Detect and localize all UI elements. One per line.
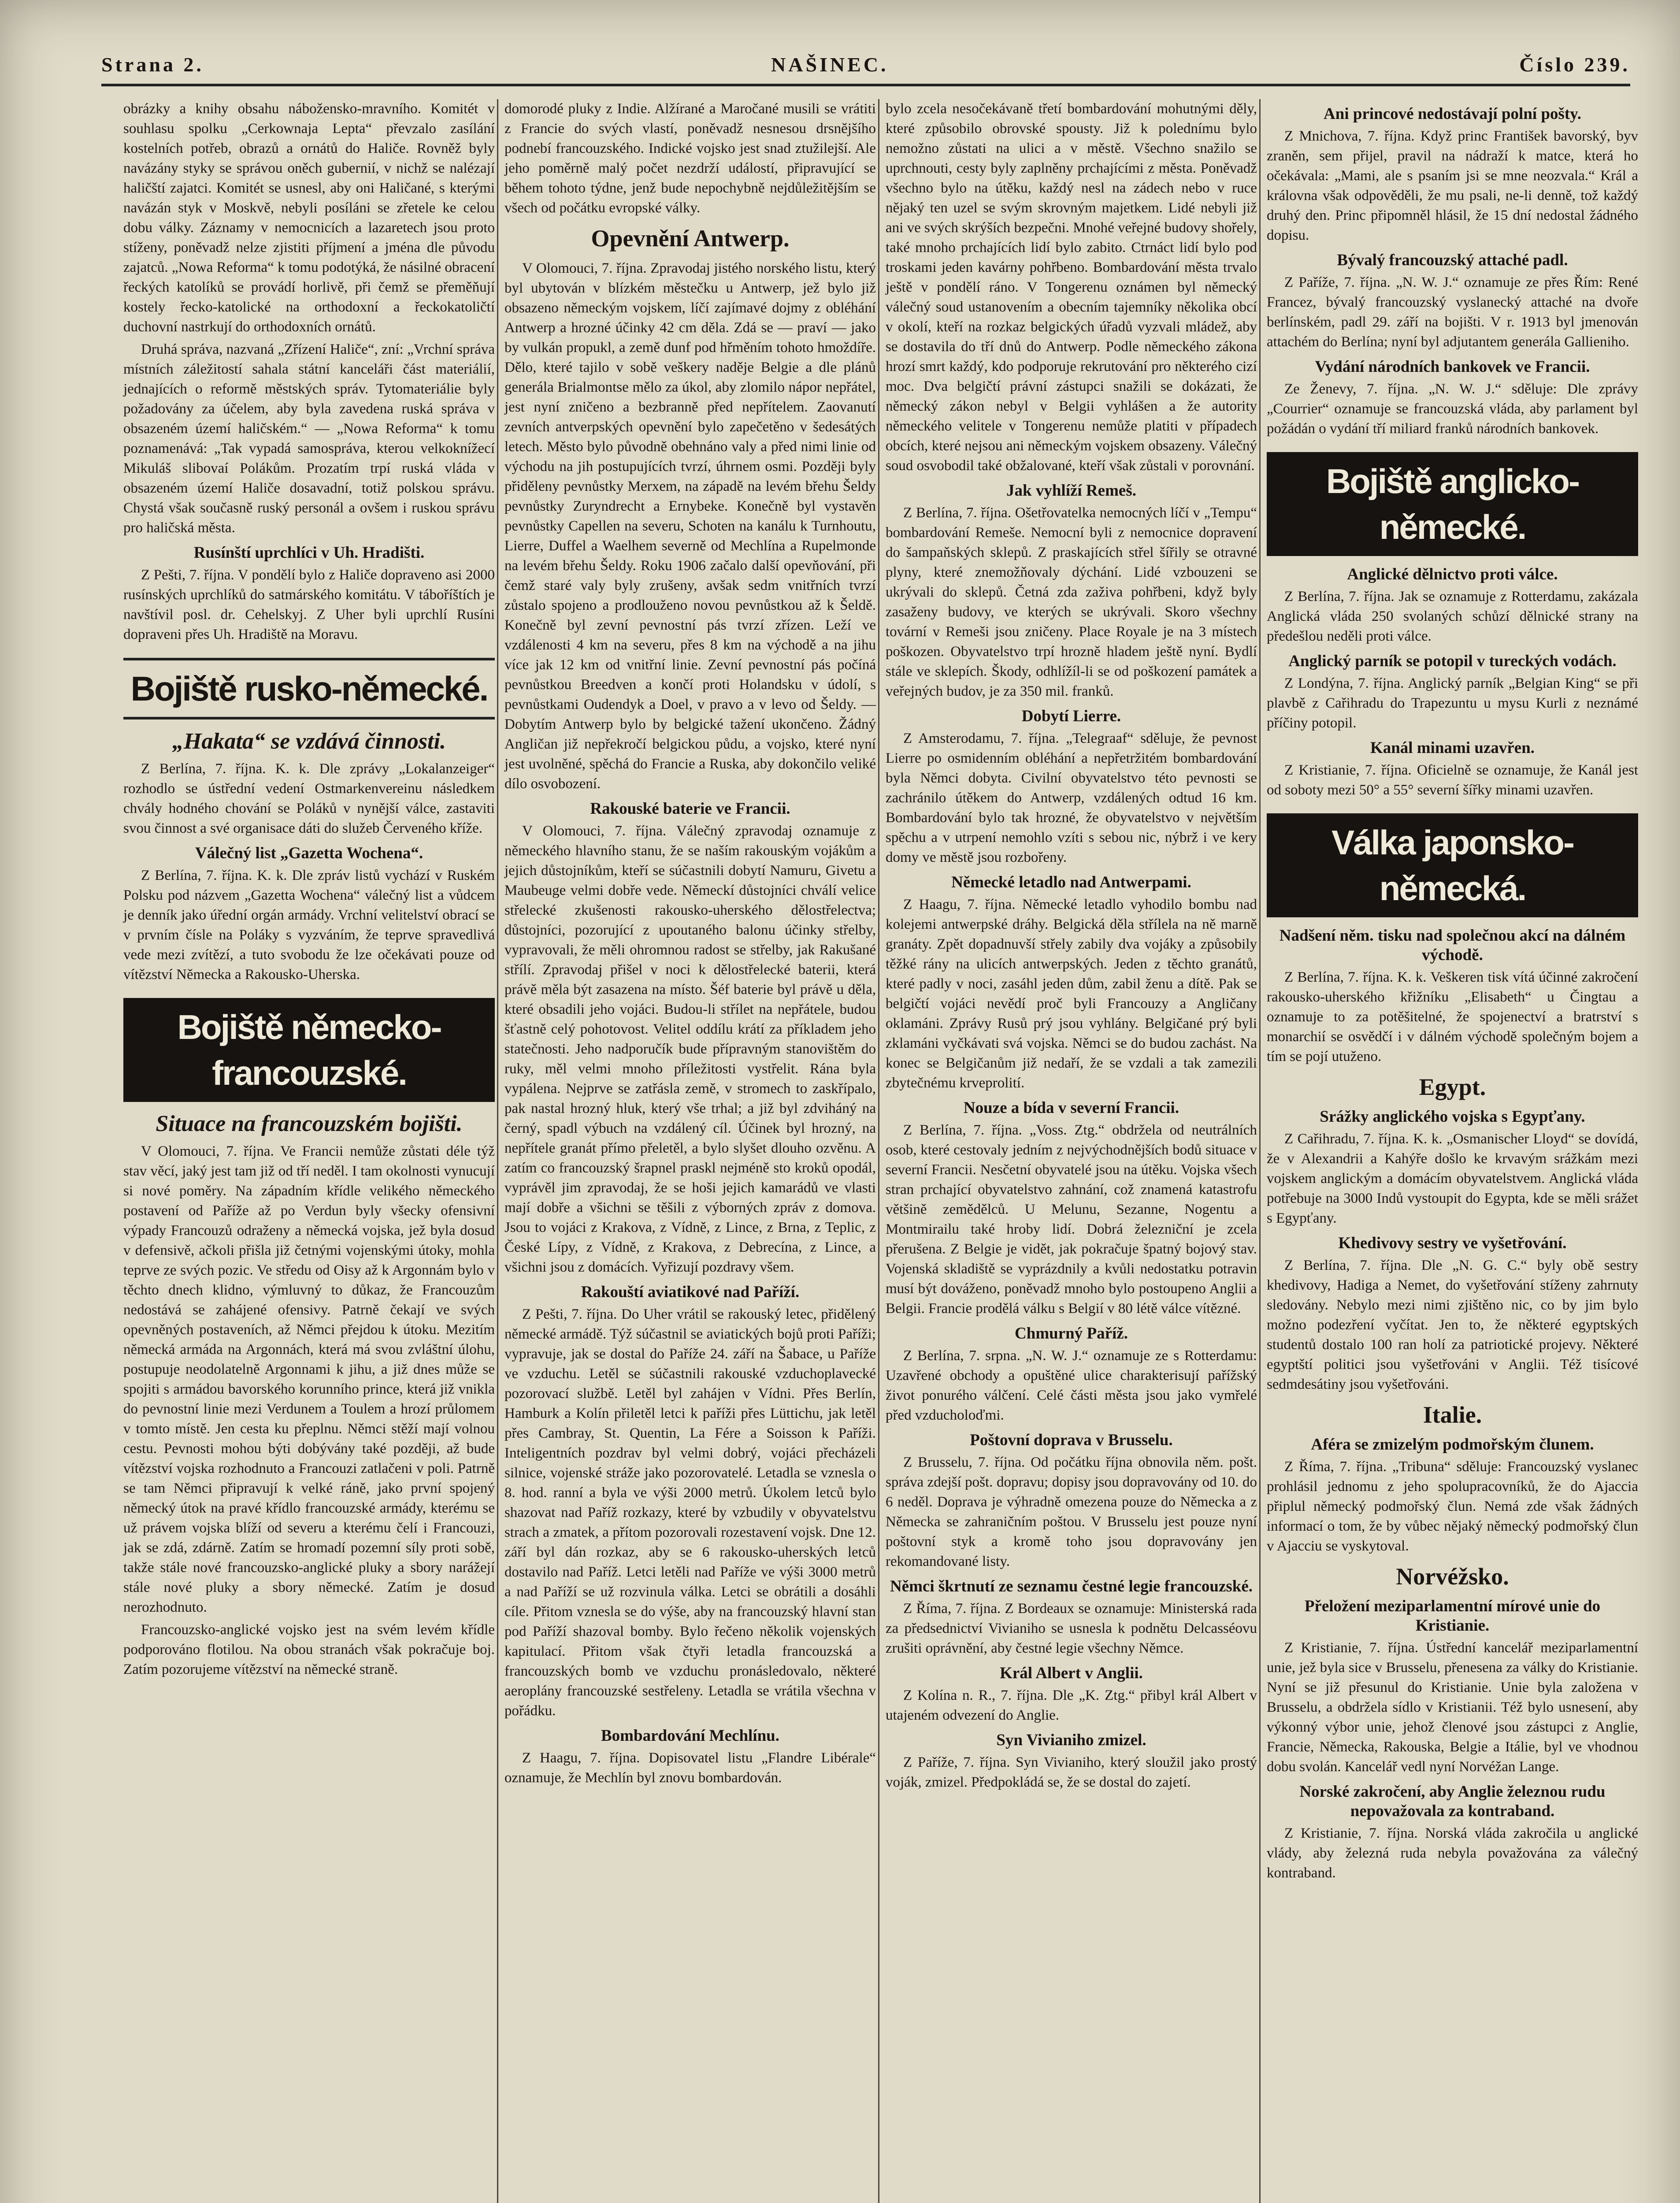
article-heading: Khedivovy sestry ve vyšetřování. — [1338, 1234, 1567, 1252]
issue-number: Číslo 239. — [1519, 53, 1630, 76]
article-text: Z Berlína, 7. října. Jak se oznamuje z Rotterdamu, zakázala Anglická vláda 250 svolaných schůzí dělnické strany na předešlou neděli proti válce. — [1267, 589, 1638, 644]
article-heading: Rakouské baterie ve Francii. — [590, 800, 790, 818]
paper-title: NAŠINEC. — [771, 53, 889, 76]
article-heading: Situace na francouzském bojišti. — [156, 1111, 463, 1136]
article-heading: Jak vyhlíží Remeš. — [1006, 482, 1136, 500]
article-text: Z Amsterodamu, 7. října. „Telegraaf“ sděluje, že pevnost Lierre po osmidenním obléhání a nepřetržitém bombardování byla Němci dobyta. Civilní obyvatelstvo této pevnosti se zachránilo útěkem do Antwerp, vzdálených odtud 16 km. Bombardování bylo tak hrozné, že obyvatelstvo v největším spěchu a v utrpení nemohlo vzíti s sebou nic, nýbrž i ve kery domy ve městě jsou rozbořeny. — [886, 731, 1257, 865]
article-heading: Syn Vivianiho zmizel. — [996, 1731, 1146, 1749]
article-text: Z Pešti, 7. října. V pondělí bylo z Haliče dopraveno asi 2000 rusínských uprchlíků do satmárského komitátu. V táboříštích je navštívil posl. dr. Cehelskyj. Z Uher byli uprchlí Rusíni dopraveni přes Uh. Hradiště na Moravu. — [123, 567, 495, 642]
article-heading: Král Albert v Anglii. — [1000, 1664, 1143, 1682]
section-heading: Italie. — [1423, 1402, 1482, 1428]
article-text: Z Kristianie, 7. října. Ústřední kancelář meziparlamentní unie, jež byla sice v Brusselu, přenesena za války do Kristianie. Nyní se již přesunul do Kristianie. Unie byla založena v Brusselu, a obdržela sídlo v Kristianii. Též bylo usnesení, aby výkonný výbor unie, jehož členové jsou zástupci z Anglie, Francie, Německa, Rakouska, Belgie a Itálie, byl ve vhodnou dobu svolán. Kancelář vedl nyní Norvéžan Lange. — [1267, 1640, 1638, 1775]
article-heading: Rakouští aviatikové nad Paříží. — [581, 1283, 800, 1301]
section-banner: Bojiště anglicko-německé. — [1267, 452, 1638, 556]
page-number: Strana 2. — [101, 53, 204, 76]
article-heading: Vydání národních bankovek ve Francii. — [1315, 358, 1590, 376]
article-text: Z Říma, 7. října. Z Bordeaux se oznamuje: Ministerská rada za předsednictví Vivianiho se usnesla k podnětu Delcasséovu zrušiti oprávnění, aby čestné legie všechny Němce. — [886, 1601, 1257, 1656]
column-4 — [1267, 99, 1638, 1886]
article-heading: Poštovní doprava v Brusselu. — [970, 1431, 1173, 1449]
section-banner: Válka japonsko-německá. — [1267, 813, 1638, 917]
section-heading: Egypt. — [1419, 1074, 1486, 1100]
article-text: V Olomouci, 7. října. Válečný zpravodaj oznamuje z německého hlavního stanu, že se naším rakouským vojákům a jejich důstojníkům, kteří se súčastnili dobytí Namuru, Givetu a Maubeuge velmi dobře vede. Německí důstojníci chválí velice střelecké zkušenosti rakousko-uherského dělostřelectva; důstojníci, pozorující z upoutaného balonu účinky střelby, vypravovali, že měli ohromnou radost se střelby, jak Rakušané střílí. Zpravodaj přišel v noci k dělostřelecké baterii, která právě měla být zasazena na místo. Šéf baterie byl právě u děla, které obsadili jeho vojáci. Budou-li střílet na nepřátele, budou šťastně celý pohotovost. Velitel oddílu krátí za příkladem jeho statečnosti. Jeho nadporučík bude přípravným stanovištěm do ruky, měl velmi mnoho příležitosti vystřelit. Rána byla vypálena. Nejprve se zatřásla země, v stromech to zaskřípalo, pak nastal hrozný hluk, který vše trhal; a již byl zdviháný na černý, spadl výbuch na vzdálený cíl. Účinek byl hrozný, na nepřítele granát přímo přeletěl, a bylo slyšet dlouho ozvěnu. A zatím co francouzský šrapnel praskl nejméně sto kroků opodál, vyprávěl jim zpravodaj, že se hoši jejich kamarádů ve vlasti mají dobře a všichni se těšili z výborných zpráv z domova. Jsou to vojáci z Krakova, z Vídně, z Lince, z Brna, z Teplic, z České Lípy, z Vídně, z Krakova, z Debrecína, z Lince, a všichni jsou z domácích. Vyřizují pozdravy všem. — [504, 823, 876, 1275]
article-text: Z Paříže, 7. října. „N. W. J.“ oznamuje ze přes Řím: René Francez, bývalý francouzský vyslanecký attaché na dvoře berlínském, padl 29. září na bojišti. V r. 1913 byl jmenován attachém do Berlína; nyní byl adjutantem generála Gallieniho. — [1267, 274, 1638, 350]
article-text: Z Haagu, 7. října. Dopisovatel listu „Flandre Libérale“ oznamuje, že Mechlín byl znovu bombardován. — [504, 1750, 876, 1786]
article-heading: Norské zakročení, aby Anglie železnou rudu nepovažovala za kontraband. — [1299, 1783, 1606, 1820]
article-heading: Opevnění Antwerp. — [591, 225, 790, 252]
article-heading: Dobytí Lierre. — [1021, 707, 1121, 725]
column-2 — [504, 99, 876, 1791]
article-text: Z Pešti, 7. října. Do Uher vrátil se rakouský letec, přidělený německé armádě. Týž súčastnil se aviatických bojů proti Paříži; vypravuje, jak se dostal do Paříže 24. září na Šabace, u Paříže ve vzduchu. Letěl se súčastnili rakouské vzduchoplavecké pozorovací službě. Letěl byl zahájen v Vídni. Přes Berlín, Hamburk a Kolín přiletěl letci k paříži přes Lüttichu, jak letěl přes Cambray, St. Quentin, La Fére a Soisson k Paříži. Inteligentních pozdrav byl velmi dobrý, vojáci přecházeli silnice, vojenské stráže jako pozorovatelé. Letadla se vznesla o 8. hod. ranní a byla ve výši 2000 metrů. Úkolem letců bylo shazovat nad Paříž rozkazy, které by vzbudily v obyvatelstvu strach a zmatek, a přítom pozorovali rozestavení vojsk. Dne 12. září byl dán rozkaz, aby se 6 rakousko-uherských letců dostavilo nad Paříž. Letci letěli nad Paříže ve výši 3000 metrů a nad Paříží se už rozvinula válka. Letci se obrátili a dosáhli cíle. Přitom vznesla se do výše, aby na francouzský hlavní stan pod Paříží shazoval bomby. Bylo řečeno několik vojenských kapitulací. Přitom však čtyři letadla francouzská a francouzských bomb ve vzduchu pronásledovalo, některé aeroplány francouzské sestřeleny. Letadla se vrátila všechna v pořádku. — [504, 1306, 876, 1719]
section-heading: Norvéžsko. — [1396, 1563, 1509, 1590]
article-text: bylo zcela nesočekávaně třetí bombardování mohutnými děly, které způsobilo obrovské spousty. Již k polednímu bylo nemožno zůstati na ulici a v městě. Všechno snažilo se uprchnouti, cesty byly zaplněny prchajícími z města. Poněvadž všechno bylo na útěku, každý nesl na zádech nebo v ruce nějaký ten uzel se svým skrovným majetkem. Lidé nebyli již ani ve svých skrýších bezpečni. Mnohé veřejné budovy shořely, také mnoho prchajících lidí bylo zabito. Ctrnáct lidí bylo pod troskami jeden kavárny pohřbeno. Bombardování města trvalo ještě v pondělí ráno. V Tongerenu oznámen byl německý válečný soud ustanovením a obecním tajemníky několika obcí v okolí, kteří na rozkaz belgických úřadů vyzvali mládež, aby se dostavila do tří dnů do Antwerp. Podle německého zákona hrozí smrt každý, kdo podporuje rekrutování pro některého cizí moc. Dva belgičtí právní zástupci snažili se dokázati, že německý zákon nebyl v Belgii vyhlášen a že autority německého velitele v Tongerenu nemůže platiti v případech obcích, které nejsou ani německým vojskem obsazeny. Válečný soud osvobodil také obžalované, kteří však zůstali v porovnání. — [886, 101, 1257, 474]
article-text: Z Kolína n. R., 7. října. Dle „K. Ztg.“ přibyl král Albert v utajeném odvezení do Anglie. — [886, 1687, 1257, 1723]
article-heading: Chmurný Paříž. — [1015, 1324, 1128, 1343]
article-heading: Ani princové nedostávají polní pošty. — [1324, 105, 1581, 123]
masthead — [101, 53, 1630, 86]
article-text: Z Berlína, 7. října. K. k. Veškeren tisk vítá účinné zakročení rakousko-uherského křižníku „Elisabeth“ u Čingtau a oznamuje to za potěšitelné, že spojenectví a bratrství s monarchií se osvědčí i v dálném východě společným bojem a tím se pojí utuženo. — [1267, 969, 1638, 1064]
article-text: Z Haagu, 7. října. Německé letadlo vyhodilo bombu nad kolejemi antwerpské dráhy. Belgická děla střílela na ně marně granáty. Zpět dopadnuvší střely zabily dva vojáky a způsobily těžké rány na ulicích antwerpských. Jeden z těchto granátů, které padly v noci, zasáhl jeden dům, zabil ženu a dítě. Pak se belgičtí vojáci nevědí proč byli Francouzy a Angličany oklamáni. Zprávy Rusů prý jsou vyhlány. Belgičané prý byli zklamáni vyčkávati svá vojska. Němci se do budou zachást. Na konec se Belgičanům již nedaří, že se vzdali a tak zamezili zbytečnému krveprolití. — [886, 897, 1257, 1091]
section-banner: Bojiště německo-francouzské. — [123, 998, 495, 1102]
article-heading: Němci škrtnutí ze seznamu čestné legie francouzské. — [890, 1577, 1253, 1595]
article-text: V Olomouci, 7. října. Zpravodaj jistého norského listu, který byl ubytován v blízkém městečku u Antwerp, jež bylo již obsazeno německým vojskem, líčí zajímavé dojmy z obléhání Antwerp a hrozné účinky 42 cm děla. Zdá se — praví — jako by vulkán propukl, a země dunf pod hřměním tohoto hmoždíře. Dělo, které tajilo v sobě veškery naděje Belgie a dle plánů generála Brialmontse mělo za úkol, aby zlomilo nápor nepřátel, jest nyní zničeno a bezbranně před nepřítelem. Zaovanutí zevních antverpských opevnění bylo zapečetěno v šedesátých letech. Město bylo původně obehnáno valy a před nimi linie od východu na jih postupujících tvrzí, úhrnem osmi. Později byly přiděleny pevnůstky Merxem, na západě na levém břehu Šeldy pevnůstky Zuryndrecht a Ernybeke. Konečně byl vystavěn pevnůstky Capellen na severu, Schoten na kanálu k Turnhoutu, Lierre, Duffel a Waelhem severně od Mechlína a Rupelmonde na levém břehu Šeldy. Roku 1906 začalo další opevňování, při čemž staré valy byly zrušeny, avšak sedm vnitřních tvrzí zůstalo spojeno a prodlouženo novou pevnůstkou až k Šeldě. Konečně byl zevní pevnostní pás tvrzí zřízen. Leží ve vzdálenosti 4 km na severu, přes 8 km na východě a na jihu více jak 12 km od vnitřní linie. Zevní pevnostní pás počíná pevnůstkou Breedven a končí proti Holandsku v údolí, s pevnůstkami Oudendyk a Doel, v pravo a v levo od Šeldy. — Dobytím Antwerp bylo by belgické tažení ukončeno. Žádný Angličan již nepřekročí belgickou půdu, a vojsko, které nyní jest uvolněné, spěchá do Francie a Ruska, aby dokončilo veliké dílo osvobození. — [504, 260, 876, 792]
article-heading: Bombardování Mechlínu. — [601, 1727, 779, 1745]
article-text: V Olomouci, 7. října. Ve Francii nemůže zůstati déle týž stav věcí, jaký jest tam již od tří neděl. I tam okolnosti vynucují si nové poměry. Na západním křídle velikého německého postavení od Paříže až po Verdun byly všecky ofensivní výpady Francouzů odraženy a německá vojska, jež byla dosud v defensivě, ačkoli přišla již četnými vojenskými útoky, mohla teprve ze svých pozic. Ve středu od Oisy až k Argonnám bylo v těchto dnech klidno, výmluvný to důkaz, že Francouzům nedostává se zahájené ofensivy. Patrně čekají ve svých opevněných postaveních, až Němci přejdou k útoku. Mezitím německá armáda na Argonnách, která má svou zvláštní úlohu, postupuje neodolatelně Argonnami k jihu, a již dnes může se spojiti s armádou bavorského korunního prince, která již vnikla do pevnostní linie mezi Verdunem a Toulem a hrozí průlomem v tomto místě. Jen cesta ku přeplnu. Němci stěží mají volnou cestu. Pevnosti mohou býti dobývány také později, až bude vítězství vojska rozhodnuto a Francouzi zatlačeni v poli. Patrně se tam Němci připravují k velké ráně, jako první spojený německý útok na pravé křídlo francouzské armády, kterému se už právem vojska blíží od severu a kterému čelí i Francouzi, jak se zdá, zdárně. Zatím se hromadí pozemní síly proti sobě, takže stále nové francouzsko-anglické pluky a sbory narážejí stále nové pluky a sbory německé. Zatím je dosud nerozhodnuto. — [123, 1143, 495, 1615]
article-text: Z Paříže, 7. října. Syn Vivianiho, který sloužil jako prostý voják, zmizel. Předpokládá se, že se dostal do zajetí. — [886, 1754, 1257, 1790]
article-heading: Nadšení něm. tisku nad společnou akcí na dálném východě. — [1279, 927, 1626, 964]
article-heading: Přeložení meziparlamentní mírové unie do Kristianie. — [1304, 1597, 1601, 1635]
column-rule — [497, 99, 498, 2203]
article-text: Z Berlína, 7. října. Dle „N. G. C.“ byly obě sestry khedivovy, Hadiga a Nemet, do vyšetřování stíženy zahrnuty sledovány. Nebylo mezi nimi zjištěno nic, co by jim bylo možno podezření vyčítat. Jen to, že některé egyptských studentů dostalo 100 ran holí za patriotické projevy. Některé egyptští politici jsou vyšetřováni v Anglii. Též tisícové sedmdesátiny jsou vyšetřováni. — [1267, 1257, 1638, 1392]
article-text: Z Kristianie, 7. října. Oficielně se oznamuje, že Kanál jest od soboty mezi 50° a 55° severní šířky minami uzavřen. — [1267, 762, 1638, 798]
article-text: Druhá správa, nazvaná „Zřízení Haliče“, zní: „Vrchní správa místních záležitostí sahala státní kanceláři část materiálií, jednajících o reformě městských správ. Tytomateriálie byly požadovány za účelem, aby byla zavedena ruská správa v obsazeném území haličském.“ — „Nowa Reforma“ k tomu poznamenává: „Tak vypadá samospráva, kterou velkoknížecí Mikuláš slibovaí Polákům. Prozatím trpí ruská vláda v obsazeném území Haliče dosavadní, totiž polskou správu. Chystá však současně ruský personál a ovšem i ruskou správu pro haličská města. — [123, 341, 495, 536]
article-text: Ze Ženevy, 7. října. „N. W. J.“ sděluje: Dle zprávy „Courrier“ oznamuje se francouzská vláda, aby parlament byl požádán o vydání tří miliard franků národních bankovek. — [1267, 381, 1638, 437]
article-text: Z Berlína, 7. října. K. k. Dle zprávy „Lokalanzeiger“ rozhodlo se ústřední vedení Ostmarkenvereinu následkem chvály hodného chování se Poláků v nynější válce, zastaviti svou činnost a své organisace dáti do služeb Červeného kříže. — [123, 761, 495, 836]
article-text: Francouzsko-anglické vojsko jest na svém levém křídle podporováno flotilou. Na obou stranách však pokračuje boj. Zatím pozorujeme vítězství na německé straně. — [123, 1622, 495, 1677]
article-heading: Nouze a bída v severní Francii. — [963, 1099, 1179, 1117]
article-text: Z Berlína, 7. října. Ošetřovatelka nemocných líčí v „Tempu“ bombardování Remeše. Nemocní byli z nemocnice dopravení do šampaňských sklepů. Z praskajících střel šířily se otravné plyny, které znemožňovaly dýchání. Lidé vzbouzeni se ukrývali do sklepů. Četná zda zaživa pohřbeni, když byly zasaženy budovy, ve kterých se ukrývali. Skoro všechny tovární v Remeši jsou zničeny. Place Royale je na 3 místech poškozen. Obyvatelstvo trpí hrozně hladem ještě nyní. Bydlí stále ve sklepích. Škody, odhlížíl-li se od poškození památek a veřejných budov, je za 350 mil. franků. — [886, 505, 1257, 699]
article-heading: Srážky anglického vojska s Egypťany. — [1320, 1108, 1585, 1126]
article-heading: Aféra se zmizelým podmořským člunem. — [1311, 1435, 1594, 1454]
article-heading: Německé letadlo nad Antwerpami. — [951, 873, 1191, 891]
article-heading: Anglické dělnictvo proti válce. — [1347, 565, 1558, 583]
article-text: Z Brusselu, 7. října. Od počátku října obnovila něm. pošt. správa zdejší pošt. dopravu; dopisy jsou dopravovány od 10. do 6 neděl. Doprava je výhradně omezena pouze do Německa a z Německa se zahraničním poštou. V Brusselu jest pouze nyní poštovní styk a kromě toho jsou dopravovány jen rekomandované listy. — [886, 1454, 1257, 1569]
column-3 — [886, 99, 1257, 1795]
article-text: Z Kristianie, 7. října. Norská vláda zakročila u anglické vlády, aby železná ruda nebyla považována za válečný kontraband. — [1267, 1825, 1638, 1881]
article-text: Z Mnichova, 7. října. Když princ František bavorský, byv zraněn, sem přijel, pravil na nádraží k matce, která ho očekávala: „Mami, ale s psaním jsi se mne neozvala.“ Král a královna však odpověděli, že mu psali, ne-li denně, tož každý druhý den. Princ připomněl hlásil, že 15 dní nedostal žádného dopisu. — [1267, 128, 1638, 243]
section-banner: Bojiště rusko-německé. — [123, 658, 495, 719]
column-rule — [878, 99, 879, 2203]
article-heading: Kanál minami uzavřen. — [1370, 739, 1535, 757]
column-1 — [123, 99, 495, 1682]
article-text: Z Berlína, 7. října. K. k. Dle zpráv listů vychází v Ruském Polsku pod názvem „Gazetta Wochena“ válečný list a vůdcem je denník jako úřední orgán armády. Vrchní velitelství obrací se v prvním čísle na Poláky s vyzváním, že teprve spravedlivá vede mezi zvítězí, a tuto svobodu že lze očekávati pouze od vítězství Německa a Rakousko-Uherska. — [123, 868, 495, 983]
article-heading: Válečný list „Gazetta Wochena“. — [195, 844, 423, 862]
article-text: domorodé pluky z Indie. Alžírané a Maročané musili se vrátiti z Francie do svých vlastí, poněvadž nesnesou drsnějšího podnebí francouzského. Indické vojsko jest snad ztužilejší. Ale jeho poměrně malý počet nezdrží událostí, připravující se během tohoto týdne, jenž bude nepochybně nejdůležitějším se všech od počátku evropské války. — [504, 101, 876, 216]
article-heading: Bývalý francouzský attaché padl. — [1337, 251, 1568, 269]
article-text: Z Říma, 7. října. „Tribuna“ sděluje: Francouzský vyslanec prohlásil jednomu z jeho spolupracovníků, že do Ajaccia připlul německý podmořský člun. Nemá zde však žádných informací o tom, že by vůbec nějaký německý podmořský člun v Ajacciu se vyskytoval. — [1267, 1459, 1638, 1554]
article-text: obrázky a knihy obsahu nábožensko-mravního. Komitét v souhlasu spolku „Cerkownaja Lepta“ převzalo zasílání kostelních potřeb, obrazů a ornátů do Haliče. Rovněž byly navázány styky se správou oněch gubernií, v nichž se nalézají haličští zajatci. Komitét se usnesl, aby oni Haličané, s kterými navázán styk v Moskvě, nebyli posíláni se zřetele ke celou dobu války. Záznamy v nemocnicích a lazaretech jsou proto stíženy, poněvadž nelze zjistiti příjmení a jména dle původu zajatců. „Nowa Reforma“ k tomu podotýká, že násilné obracení řeckých katolíků se provádí horlivě, při čemž se přeměňují kostely řecko-katolické na orthodoxní a řeckokatoličtí duchovní nastrkují do orthodoxních ornátů. — [123, 101, 495, 335]
article-text: Z Londýna, 7. října. Anglický parník „Belgian King“ se při plavbě z Cařihradu do Trapezuntu u mysu Kurli z neznámé příčiny potopil. — [1267, 675, 1638, 731]
article-heading: Rusínští uprchlíci v Uh. Hradišti. — [193, 544, 425, 562]
article-heading: „Hakata“ se vzdává činnosti. — [172, 729, 446, 754]
article-text: Z Berlína, 7. srpna. „N. W. J.“ oznamuje ze s Rotterdamu: Uzavřené obchody a opuštěné ulice charakterisují pařížský život ponurého válčení. Celé části města jsou jako vymřelé před vzducholoďmi. — [886, 1348, 1257, 1423]
article-text: Z Berlína, 7. října. „Voss. Ztg.“ obdržela od neutrálních osob, které cestovaly jedním z nejvýchodnějších bodů situace v severní Francii. Nesčetní obyvatelé jsou na útěku. Vojska všech stran prchající obyvatelstvo zahnání, což znamená katastrofu většině zemědělců. U Melunu, Sezanne, Nogentu a Montmirailu také hroby lidí. Dobrá železniční je zcela přerušena. Z Belgie je vidět, jak pokračuje špatný bojový stav. Vojenská skladiště se vyprázdnily a kvůli nedostatku potravin musí být dováženo, poněvadž mnoho bylo postoupeno Anglii a Belgii. Francie prodělá válku s Belgií v 80 létě válce vítězné. — [886, 1122, 1257, 1317]
article-text: Z Cařihradu, 7. října. K. k. „Osmanischer Lloyd“ se dovídá, že v Alexandrii a Kahýře došlo ke krvavým srážkám mezi vojskem anglickým a domácím obyvatelstvem. Anglická vláda potřebuje na 3000 Indů vystoupit do Egypta, kde se měli srážet s Egypťany. — [1267, 1131, 1638, 1226]
article-heading: Anglický parník se potopil v tureckých vodách. — [1288, 652, 1617, 670]
column-rule — [1259, 99, 1261, 2203]
